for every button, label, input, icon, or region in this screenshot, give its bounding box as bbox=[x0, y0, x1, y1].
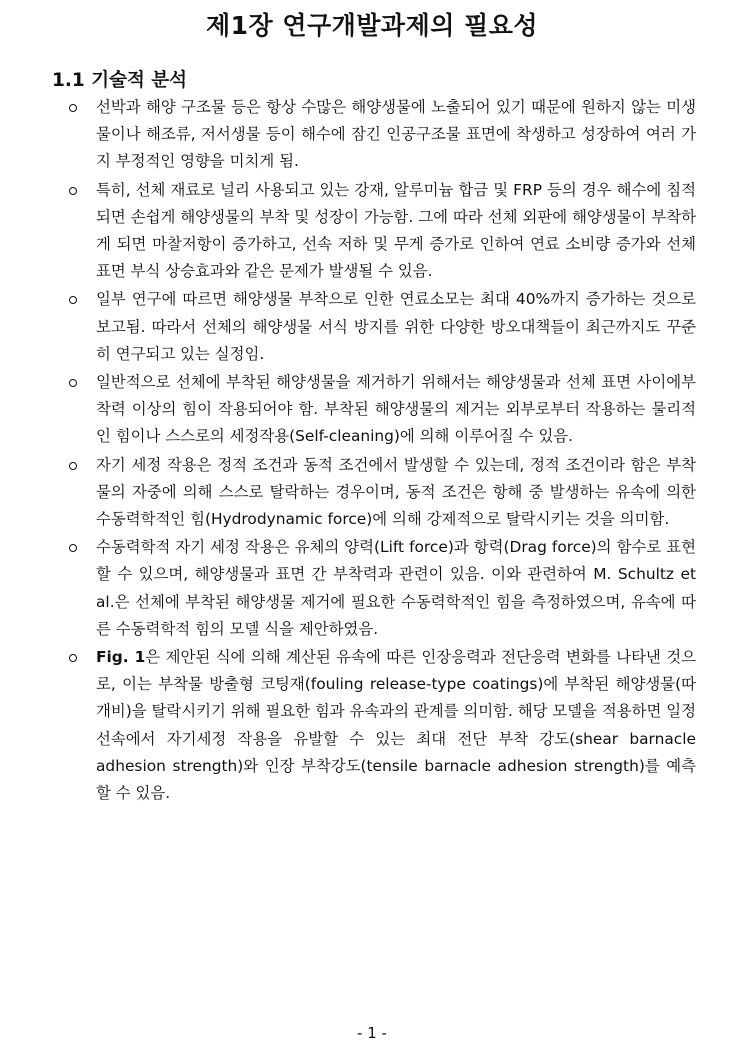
circle-bullet-icon bbox=[69, 187, 77, 195]
bullet-item bbox=[66, 286, 696, 368]
bullet-item-figure bbox=[66, 644, 696, 807]
bullet-text: 일부 연구에 따르면 해양생물 부착으로 인한 연료소모는 최대 40%까지 증가하는 것으로 보고됨. 따라서 선체의 해양생물 서식 방지를 위한 다양한 방오대책들이 최근까지도 꾸준히 연구되고 있는 실정임. bbox=[96, 290, 696, 363]
circle-bullet-icon bbox=[69, 104, 77, 112]
bullet-text: 수동력학적 자기 세정 작용은 유체의 양력(Lift force)과 항력(Drag force)의 함수로 표현할 수 있으며, 해양생물과 표면 간 부착력과 관련이 있음. 이와 관련하여 M. Schultz et al.은 선체에 부착된 해양생물 제거에 필요한 수동력학적인 힘을 측정하였으며, 유속에 따른 수동력학적 힘의 모델 식을 제안하였음. bbox=[96, 538, 696, 638]
bullet-text: 특히, 선체 재료로 널리 사용되고 있는 강재, 알루미늄 합금 및 FRP 등의 경우 해수에 침적되면 손쉽게 해양생물의 부착 및 성장이 가능함. 그에 따라 선체 외판에 해양생물이 부착하게 되면 마찰저항이 증가하고, 선속 저하 및 무게 증가로 인하여 연료 소비량 증가와 선체 표면 부식 상승효과와 같은 문제가 발생될 수 있음. bbox=[96, 180, 696, 281]
section-heading: 1.1 기술적 분석 bbox=[52, 70, 188, 91]
bullet-item bbox=[66, 94, 696, 176]
bullet-text: 은 제안된 식에 의해 계산된 유속에 따른 인장응력과 전단응력 변화를 나타낸 것으로, 이는 부착물 방출형 코팅재(fouling release-type coatings)에 부착된 해양생물(따개비)을 탈락시키기 위해 필요한 힘과 유속과의 관계를 의미함. 해당 모델을 적용하면 일정 선속에서 자기세정 작용을 유발할 수 있는 최대 전단 부착 강도(shear barnacle adhesion strength)와 인장 부착강도(tensile barnacle adhesion strength)를 예측할 수 있음. bbox=[96, 648, 696, 803]
page-title: 제1장 연구개발과제의 필요성 bbox=[205, 11, 539, 40]
circle-bullet-icon bbox=[69, 544, 77, 552]
circle-bullet-icon bbox=[69, 462, 77, 470]
circle-bullet-icon bbox=[69, 379, 77, 387]
bullet-item bbox=[66, 177, 696, 286]
circle-bullet-icon bbox=[69, 296, 77, 304]
bullet-item bbox=[66, 452, 696, 534]
bullet-item bbox=[66, 534, 696, 643]
page-number: - 1 - bbox=[357, 1024, 387, 1042]
figure-reference: Fig. 1 bbox=[96, 648, 146, 667]
bullet-list bbox=[66, 94, 696, 808]
circle-bullet-icon bbox=[69, 654, 77, 662]
bullet-text: 선박과 해양 구조물 등은 항상 수많은 해양생물에 노출되어 있기 때문에 원하지 않는 미생물이나 해조류, 저서생물 등이 해수에 잠긴 인공구조물 표면에 착생하고 성장하여 여러 가지 부정적인 영향을 미치게 됨. bbox=[96, 98, 696, 171]
bullet-text: 일반적으로 선체에 부착된 해양생물을 제거하기 위해서는 해양생물과 선체 표면 사이에부착력 이상의 힘이 작용되어야 함. 부착된 해양생물의 제거는 외부로부터 작용하는 물리적인 힘이나 스스로의 세정작용(Self-cleaning)에 의해 이루어질 수 있음. bbox=[96, 373, 696, 446]
bullet-text: 자기 세정 작용은 정적 조건과 동적 조건에서 발생할 수 있는데, 정적 조건이라 함은 부착물의 자중에 의해 스스로 탈락하는 경우이며, 동적 조건은 항해 중 발생하는 유속에 의한 수동력학적인 힘(Hydrodynamic force)에 의해 강제적으로 탈락시키는 것을 의미함. bbox=[96, 455, 696, 529]
bullet-item bbox=[66, 369, 696, 451]
